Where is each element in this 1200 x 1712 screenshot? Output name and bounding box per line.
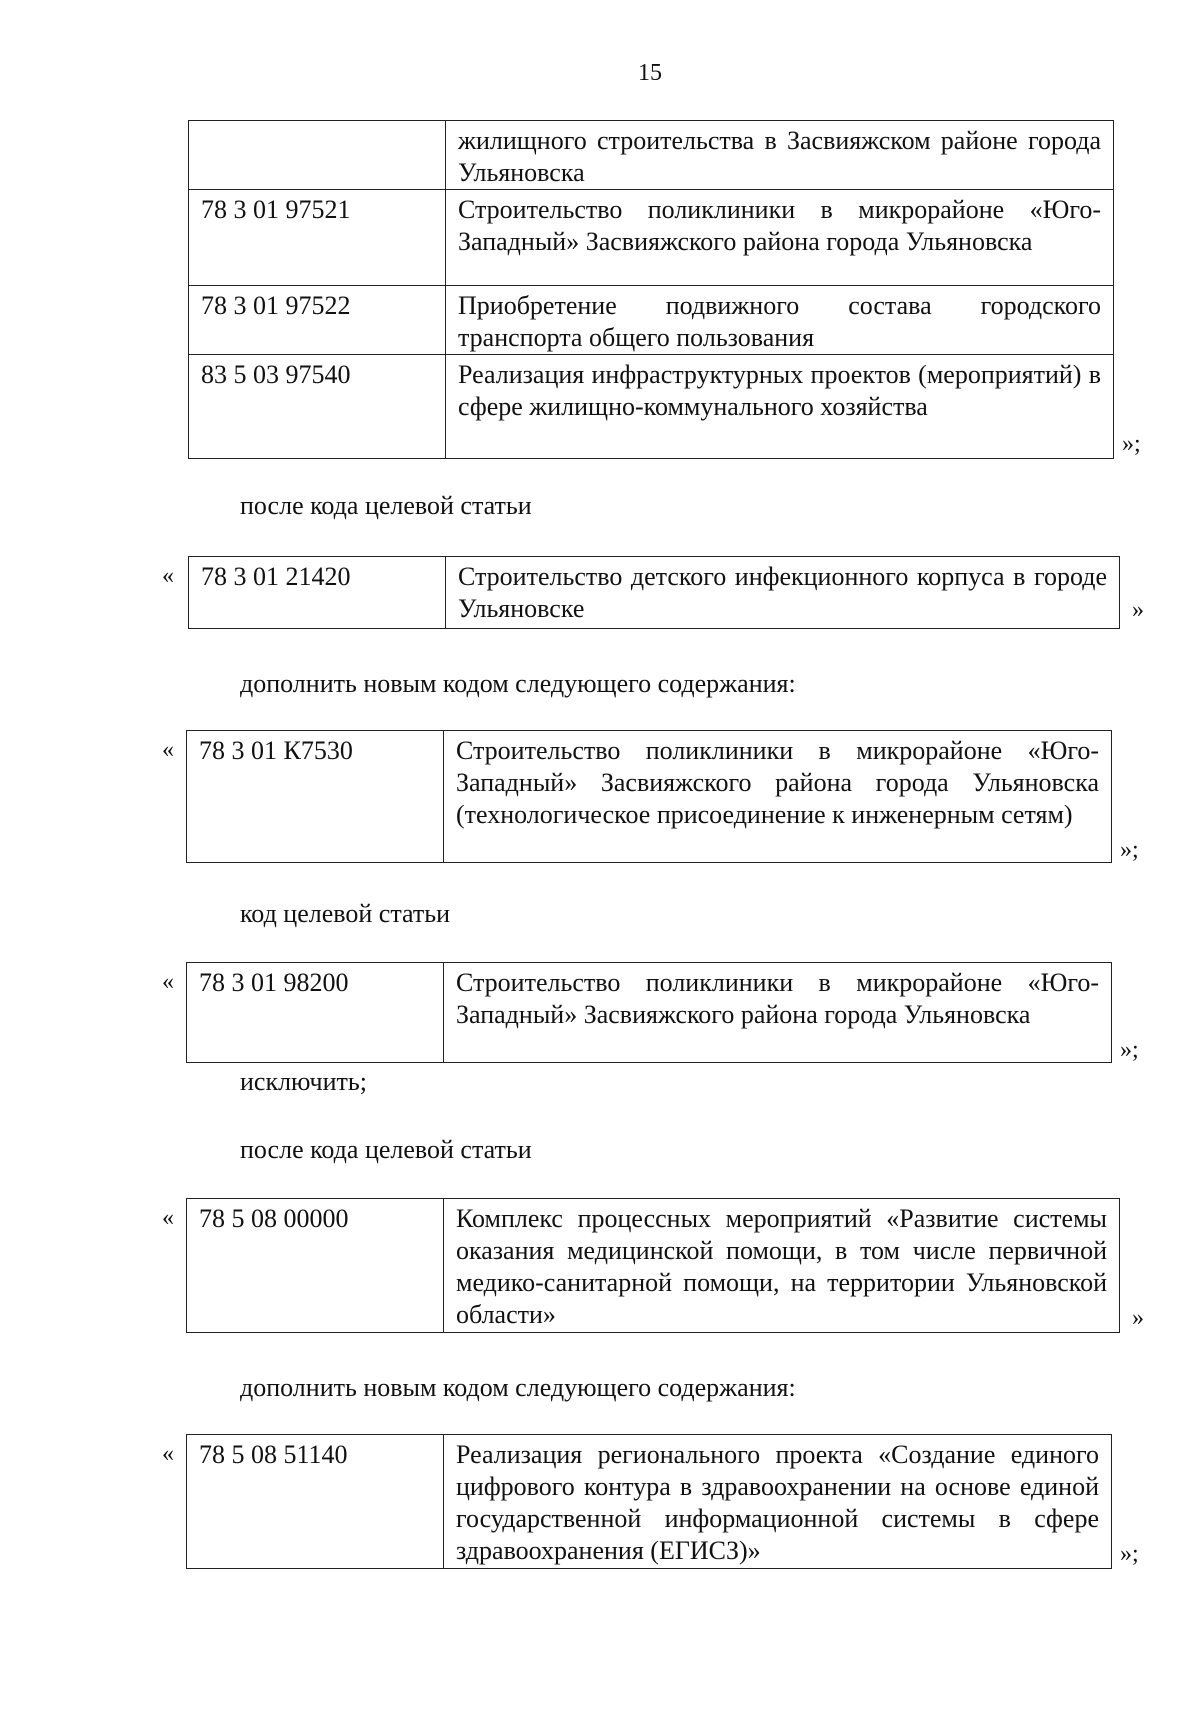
table-row	[189, 286, 1114, 355]
instruction-text: после кода целевой статьи	[240, 1135, 532, 1164]
code-table	[186, 730, 1112, 863]
code-table	[186, 1198, 1120, 1333]
instruction-text: код целевой статьи	[240, 899, 450, 928]
code-description: Комплекс процессных мероприятий «Развитие системы оказания медицинской помощи, в том числе первичной медико-санитарной помощи, на территории Ульяновской области»	[444, 1199, 1120, 1333]
table-row	[187, 1435, 1112, 1569]
closing-quote: »	[1132, 1305, 1144, 1331]
page-number: 15	[638, 60, 662, 86]
code-description: Строительство поликлиники в микрорайоне «Юго-Западный» Засвияжского района города Ульяновска (технологическое присоединение к инженерным сетям)	[444, 731, 1112, 863]
opening-quote: «	[162, 969, 174, 995]
instruction-text: после кода целевой статьи	[240, 491, 532, 520]
code-table	[188, 120, 1114, 459]
instruction-text: дополнить новым кодом следующего содержания:	[240, 669, 796, 698]
target-code: 78 5 08 00000	[187, 1199, 444, 1333]
target-code: 78 3 01 98200	[187, 963, 444, 1063]
instruction-text: исключить;	[240, 1067, 367, 1096]
target-code: 78 3 01 97521	[189, 190, 446, 286]
target-code: 78 3 01 К7530	[187, 731, 444, 863]
table-row	[187, 1199, 1120, 1333]
closing-quote: »;	[1120, 1541, 1139, 1567]
table-row	[187, 731, 1112, 863]
table-row	[189, 557, 1120, 629]
target-code: 78 3 01 21420	[189, 557, 446, 629]
code-description: жилищного строительства в Засвияжском районе города Ульяновска	[446, 121, 1114, 190]
code-description: Реализация регионального проекта «Создание единого цифрового контура в здравоохранении на основе единой государственной информационной системы в сфере здравоохранения (ЕГИСЗ)»	[444, 1435, 1112, 1569]
table-row	[187, 963, 1112, 1063]
closing-quote: »;	[1120, 837, 1139, 863]
code-description: Реализация инфраструктурных проектов (мероприятий) в сфере жилищно-коммунального хозяйства	[446, 355, 1114, 459]
table-row	[189, 355, 1114, 459]
opening-quote: «	[162, 1441, 174, 1467]
code-table	[188, 556, 1120, 629]
closing-quote: »;	[1120, 1037, 1139, 1063]
target-code: 78 3 01 97522	[189, 286, 446, 355]
code-table	[186, 1434, 1112, 1569]
target-code	[189, 121, 446, 190]
opening-quote: «	[162, 737, 174, 763]
table-row	[189, 190, 1114, 286]
instruction-text: дополнить новым кодом следующего содержания:	[240, 1373, 796, 1402]
code-description: Строительство поликлиники в микрорайоне «Юго-Западный» Засвияжского района города Ульяновска	[446, 190, 1114, 286]
code-description: Строительство детского инфекционного корпуса в городе Ульяновске	[446, 557, 1120, 629]
target-code: 83 5 03 97540	[189, 355, 446, 459]
code-table	[186, 962, 1112, 1063]
code-description: Приобретение подвижного состава городского транспорта общего пользования	[446, 286, 1114, 355]
table-row	[189, 121, 1114, 190]
closing-quote: »	[1132, 597, 1144, 623]
code-description: Строительство поликлиники в микрорайоне «Юго-Западный» Засвияжского района города Ульяновска	[444, 963, 1112, 1063]
closing-quote: »;	[1122, 431, 1141, 457]
opening-quote: «	[162, 1205, 174, 1231]
target-code: 78 5 08 51140	[187, 1435, 444, 1569]
opening-quote: «	[162, 563, 174, 589]
